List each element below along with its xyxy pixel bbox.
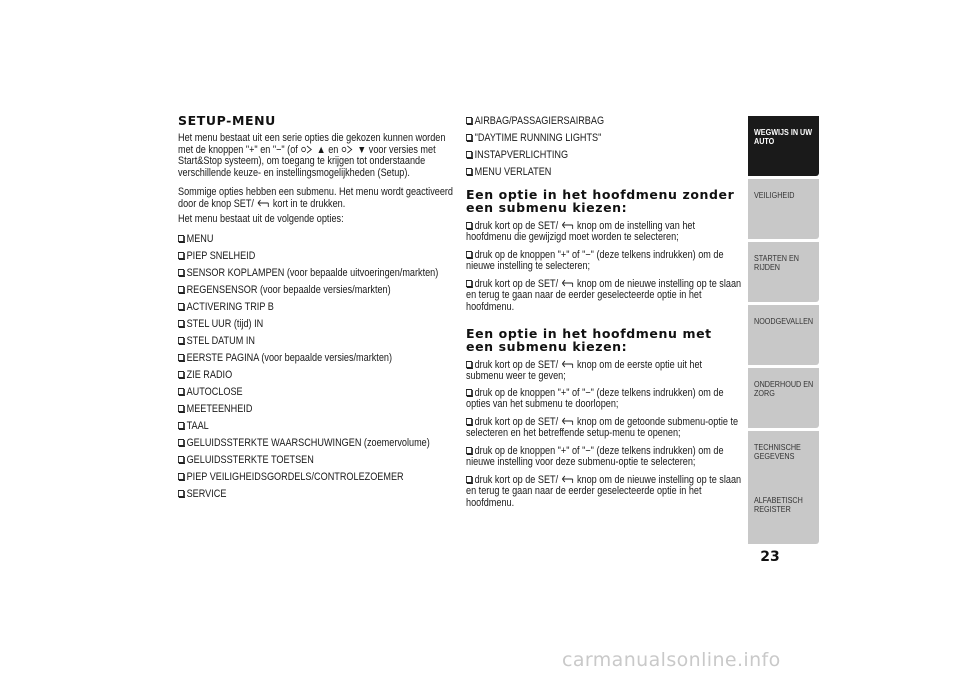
enter-arrow-icon xyxy=(257,199,269,207)
watermark: carmanualsonline.info xyxy=(562,649,781,671)
menu-option: INSTAPVERLICHTING xyxy=(466,150,568,162)
heading-with-submenu: Een optie in het hoofdmenu met een submenu kiezen: xyxy=(466,326,712,354)
checkbox-bullet-icon xyxy=(466,389,472,396)
checkbox-bullet-icon xyxy=(178,286,184,293)
menu-option: STEL UUR (tijd) IN xyxy=(178,319,263,331)
enter-arrow-icon xyxy=(562,417,574,425)
tab-starten-en-rijden[interactable]: STARTEN EN RIJDEN xyxy=(748,242,819,302)
checkbox-bullet-icon xyxy=(466,151,472,158)
enter-arrow-icon xyxy=(562,279,574,287)
menu-option: STEL DATUM IN xyxy=(178,336,255,348)
enter-arrow-icon xyxy=(562,360,574,368)
checkbox-bullet-icon xyxy=(178,473,184,480)
section-title: SETUP-MENU xyxy=(178,113,276,128)
page-number: 23 xyxy=(760,549,780,565)
step-item: druk kort op de SET/ knop om de nieuwe instelling op te slaan en terug te gaan naar de eerder geselecteerde optie in het hoofdmenu. xyxy=(466,278,742,313)
checkbox-bullet-icon xyxy=(466,251,472,258)
menu-option: PIEP SNELHEID xyxy=(178,251,255,263)
checkbox-bullet-icon xyxy=(178,354,184,361)
checkbox-bullet-icon xyxy=(178,422,184,429)
menu-option: PIEP VEILIGHEIDSGORDELS/CONTROLEZOEMER xyxy=(178,472,404,484)
tab-technische-gegevens[interactable]: TECHNISCHE GEGEVENS xyxy=(748,431,819,491)
tab-alfabetisch-register[interactable]: ALFABETISCH REGISTER xyxy=(748,484,819,544)
triangle-up-icon: ▲ xyxy=(316,143,326,156)
checkbox-bullet-icon xyxy=(178,456,184,463)
checkbox-bullet-icon xyxy=(466,168,472,175)
menu-option: ZIE RADIO xyxy=(178,370,232,382)
menu-option: GELUIDSSTERKTE WAARSCHUWINGEN (zoemervolume) xyxy=(178,438,430,450)
checkbox-bullet-icon xyxy=(466,280,472,287)
checkbox-bullet-icon xyxy=(178,490,184,497)
enter-arrow-icon xyxy=(562,221,574,229)
intro-paragraph-2: Sommige opties hebben een submenu. Het menu wordt geactiveerd door de knop SET/ kort in te drukken. xyxy=(178,186,454,210)
checkbox-bullet-icon xyxy=(466,476,472,483)
step-item: druk kort op de SET/ knop om de instelling van het hoofdmenu die gewijzigd moet worden te selecteren; xyxy=(466,220,696,244)
checkbox-bullet-icon xyxy=(178,235,184,242)
menu-option: SERVICE xyxy=(178,489,226,501)
tab-onderhoud-en-zorg[interactable]: ONDERHOUD EN ZORG xyxy=(748,368,819,428)
step-item: druk kort op de SET/ knop om de getoonde submenu-optie te selecteren en het betreffende setup-menu te openen; xyxy=(466,416,739,440)
sun-minus-icon xyxy=(301,145,313,153)
step-item: druk kort op de SET/ knop om de eerste optie uit het submenu weer te geven; xyxy=(466,359,703,383)
menu-option: MENU xyxy=(178,234,213,246)
intro-paragraph-1: Het menu bestaat uit een serie opties die gekozen kunnen worden met de knoppen "+" en "−" (of ▲ en ▼ voor versies met Start&Stop systeem), om toegang te krijgen tot onderstaande verschillende keuze- en instellingsmogelijkheden (Setup). xyxy=(178,132,446,179)
menu-option: REGENSENSOR (voor bepaalde versies/markten) xyxy=(178,285,391,297)
tab-veiligheid[interactable]: VEILIGHEID xyxy=(748,179,819,239)
heading-without-submenu: Een optie in het hoofdmenu zonder een submenu kiezen: xyxy=(466,187,735,215)
checkbox-bullet-icon xyxy=(466,418,472,425)
menu-option: ACTIVERING TRIP B xyxy=(178,302,274,314)
enter-arrow-icon xyxy=(562,475,574,483)
step-item: druk kort op de SET/ knop om de nieuwe instelling op te slaan en terug te gaan naar de eerder geselecteerde optie in het hoofdmenu. xyxy=(466,474,742,509)
checkbox-bullet-icon xyxy=(178,405,184,412)
checkbox-bullet-icon xyxy=(178,371,184,378)
tab-wegwijs-in-uw-auto[interactable]: WEGWIJS IN UW AUTO xyxy=(748,116,819,176)
triangle-down-icon: ▼ xyxy=(357,143,367,156)
checkbox-bullet-icon xyxy=(466,447,472,454)
menu-option: AIRBAG/PASSAGIERSAIRBAG xyxy=(466,116,604,128)
menu-option: SENSOR KOPLAMPEN (voor bepaalde uitvoeringen/markten) xyxy=(178,268,438,280)
sun-plus-icon xyxy=(342,145,354,153)
menu-option: MEETEENHEID xyxy=(178,404,252,416)
step-item: druk op de knoppen "+" of "−" (deze telkens indrukken) om de nieuwe instelling te selecteren; xyxy=(466,249,724,273)
checkbox-bullet-icon xyxy=(178,320,184,327)
checkbox-bullet-icon xyxy=(178,388,184,395)
intro-paragraph-3: Het menu bestaat uit de volgende opties: xyxy=(178,213,344,225)
menu-option: AUTOCLOSE xyxy=(178,387,243,399)
menu-option: TAAL xyxy=(178,421,209,433)
checkbox-bullet-icon xyxy=(466,222,472,229)
checkbox-bullet-icon xyxy=(178,337,184,344)
checkbox-bullet-icon xyxy=(466,134,472,141)
checkbox-bullet-icon xyxy=(466,361,472,368)
step-item: druk op de knoppen "+" of "−" (deze telkens indrukken) om de nieuwe instelling voor deze submenu-optie te selecteren; xyxy=(466,445,724,469)
menu-option: EERSTE PAGINA (voor bepaalde versies/markten) xyxy=(178,353,392,365)
checkbox-bullet-icon xyxy=(466,117,472,124)
checkbox-bullet-icon xyxy=(178,303,184,310)
tab-noodgevallen[interactable]: NOODGEVALLEN xyxy=(748,305,819,365)
menu-option: "DAYTIME RUNNING LIGHTS" xyxy=(466,133,601,145)
step-item: druk op de knoppen "+" of "−" (deze telkens indrukken) om de opties van het submenu te doorlopen; xyxy=(466,387,724,411)
checkbox-bullet-icon xyxy=(178,269,184,276)
menu-option: MENU VERLATEN xyxy=(466,167,551,179)
checkbox-bullet-icon xyxy=(178,252,184,259)
checkbox-bullet-icon xyxy=(178,439,184,446)
menu-option: GELUIDSSTERKTE TOETSEN xyxy=(178,455,314,467)
